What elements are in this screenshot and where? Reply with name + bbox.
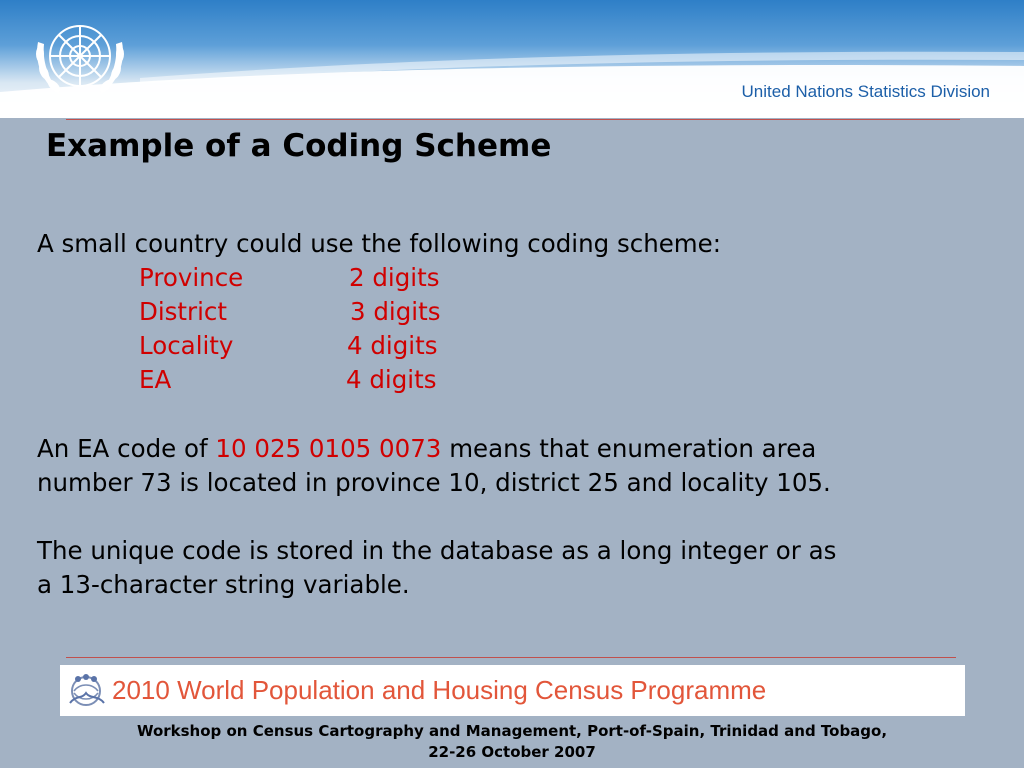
footer-line-1: Workshop on Census Cartography and Management, Port-of-Spain, Trinidad and Tobago,: [136, 722, 888, 740]
intro-text: A small country could use the following coding scheme:: [37, 229, 722, 258]
scheme-digits-locality: 4 digits: [347, 331, 438, 360]
scheme-name-locality: Locality: [139, 331, 234, 360]
slide-title: Example of a Coding Scheme: [46, 128, 552, 164]
scheme-name-province: Province: [139, 263, 244, 292]
example-line-2: number 73 is located in province 10, district 25 and locality 105.: [37, 468, 831, 497]
scheme-digits-ea: 4 digits: [346, 365, 437, 394]
top-divider: [66, 119, 960, 120]
organization-name: United Nations Statistics Division: [741, 82, 990, 101]
example-suffix: means that enumeration area: [441, 434, 817, 463]
scheme-digits-district: 3 digits: [350, 297, 441, 326]
scheme-name-district: District: [139, 297, 227, 326]
scheme-name-ea: EA: [139, 365, 172, 394]
un-emblem-icon: [28, 12, 132, 104]
footer-line-2: 22-26 October 2007: [428, 743, 596, 761]
storage-line-2: a 13-character string variable.: [37, 570, 410, 599]
example-line-1: [37, 434, 816, 463]
census-globe-icon: [66, 669, 108, 711]
scheme-digits-province: 2 digits: [349, 263, 440, 292]
example-code: 10 025 0105 0073: [215, 434, 442, 463]
census-banner: [60, 665, 965, 716]
storage-line-1: The unique code is stored in the database as a long integer or as: [37, 536, 837, 565]
banner-title: 2010 World Population and Housing Census Programme: [112, 675, 767, 705]
example-prefix: An EA code of: [37, 434, 216, 463]
bottom-divider: [66, 657, 956, 658]
slide-header: [0, 0, 1024, 118]
